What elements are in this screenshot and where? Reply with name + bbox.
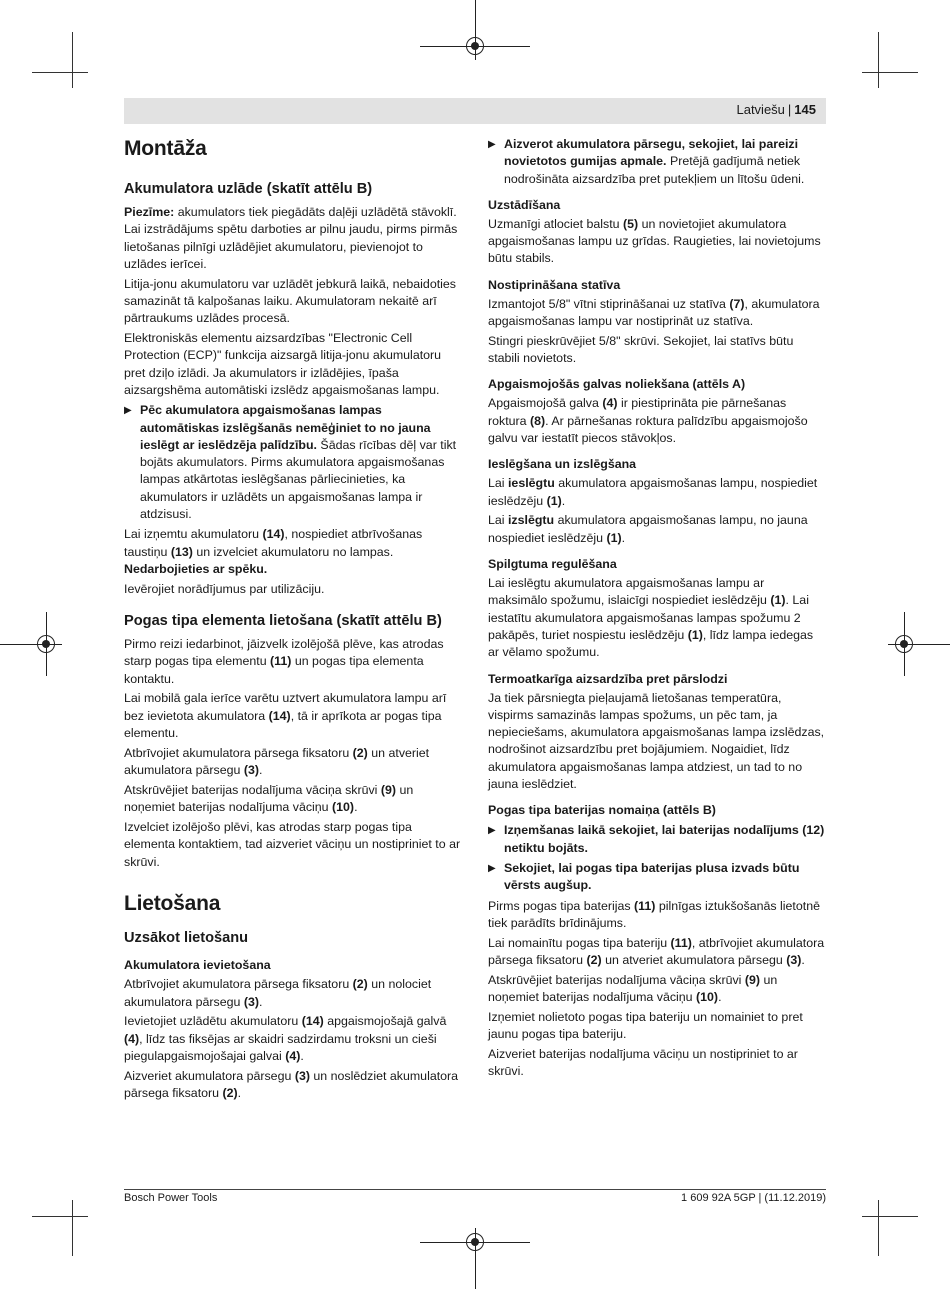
crop-mark [878, 1200, 879, 1256]
button-cell-paragraph: Lai mobilā gala ierīce varētu uztvert akumulatora lampu arī bez ievietota akumulatora (14), tā ir aprīkota ar pogas tipa elementu. [124, 691, 447, 741]
warning-bullet: ▶ Pēc akumulatora apgaismošanas lampas automātiskas izslēgšanās nemēģiniet to no jauna ieslēgt ar ieslēdzēja palīdzību. Šādas rīcības dēļ var tikt bojāts akumulators. Pirms akumulatora apgaismošanas lampas atkārtotas ieslēgšanas pārliecinieties, ka akumulators ir uzlādēts un apgaismošanas lampa ir atdzisusi. [124, 403, 457, 522]
battery-paragraph: Atskrūvējiet baterijas nodalījuma vāciņa skrūvi (9) un noņemiet baterijas nodalījuma vāciņu (10). [488, 972, 778, 1004]
heading-setup: Uzstādīšana [488, 197, 561, 212]
warning-bullet: ▶ Izņemšanas laikā sekojiet, lai baterijas nodalījums (12) netiktu bojāts. [488, 823, 825, 855]
insert-paragraph: Ievietojiet uzlādētu akumulatoru (14) apgaismojošajā galvā (4), līdz tas fiksējas ar skaidri sadzirdamu troksni un cieši piegulapgaismojošajai galvai (4). [124, 1014, 447, 1064]
registration-mark-icon [37, 635, 55, 653]
heading-brightness: Spilgtuma regulēšana [488, 557, 617, 572]
bullet-arrow-icon: ▶ [488, 825, 496, 837]
left-column [124, 136, 464, 1105]
crop-mark [72, 1200, 73, 1256]
removal-paragraph: Lai izņemtu akumulatoru (14), nospiediet atbrīvošanas taustiņu (13) un izvelciet akumulatoru no lampas. Nedarbojieties ar spēku. [124, 527, 423, 576]
button-cell-paragraph: Atskrūvējiet baterijas nodalījuma vāciņa skrūvi (9) un noņemiet baterijas nodalījuma vāciņu (10). [124, 782, 414, 815]
button-cell-paragraph: Izvelciet izolējošo plēvi, kas atrodas starp pogas tipa elementa kontaktiem, tad aizveriet vāciņu un nostipriniet to ar skrūvi. [124, 820, 461, 869]
battery-paragraph: Pirms pogas tipa baterijas (11) pilnīgas iztukšošanās lietotnē tiek parādīts brīdinājums. [488, 898, 820, 930]
page-number: 145 [794, 102, 816, 117]
section-title-lietosana: Lietošana [124, 892, 221, 916]
heading-thermal: Termoatkarīga aizsardzība pret pārslodzi [488, 671, 728, 686]
footer-rule [124, 1189, 826, 1190]
brightness-paragraph: Lai ieslēgtu akumulatora apgaismošanas lampu ar maksimālo spožumu, islaicīgi nospiediet ieslēdzēju (1). Lai iestatītu akumulatora apgaismošanas lampas spožumu 2 pakāpēs, turiet nospiestu ieslēdzēju (1), līdz lampa iedegas ar vēlamo spožumu. [488, 576, 814, 660]
heading-tripod: Nostiprināšana statīva [488, 277, 621, 292]
subsection-button-cell: Pogas tipa elementa lietošana (skatīt attēlu B) [124, 613, 442, 630]
header-language [736, 102, 816, 117]
insert-paragraph: Aizveriet akumulatora pārsegu (3) un noslēdziet akumulatora pārsega fiksatoru (2). [124, 1068, 459, 1101]
button-cell-paragraph: Pirmo reizi iedarbinot, jāizvelk izolējošā plēve, kas atrodas starp pogas tipa elementu (11) un pogas tipa elementa kontaktu. [124, 637, 444, 686]
subsection-charging: Akumulatora uzlāde (skatīt attēlu B) [124, 181, 373, 197]
right-column [488, 136, 826, 1083]
warning-bullet: ▶ Aizverot akumulatora pārsegu, sekojiet, lai pareizi novietotos gumijas apmale. Pretējā gadījumā netiek nodrošināta aizsardzība pret putekļiem un lītošu ūdeni. [488, 137, 805, 186]
tilt-paragraph: Apgaismojošā galva (4) ir piestiprināta pie pārnešanas roktura (8). Ar pārnešanas roktura palīdzību apgaismojošo galvu var iestatīt piecos stāvokļos. [488, 396, 808, 446]
crop-mark [32, 72, 88, 73]
battery-paragraph: Aizveriet baterijas nodalījuma vāciņu un nostipriniet to ar skrūvi. [488, 1046, 798, 1079]
setup-paragraph: Uzmanīgi atlociet balstu (5) un novietojiet akumulatora apgaismošanas lampu uz grīdas. Raugieties, lai novietojums būtu stabils. [488, 216, 821, 266]
language-label: Latviešu [736, 102, 785, 117]
on-paragraph: Lai ieslēgtu akumulatora apgaismošanas lampu, nospiediet ieslēdzēju (1). [488, 476, 818, 508]
crop-mark [878, 32, 879, 88]
bullet-arrow-icon: ▶ [488, 862, 496, 874]
page-header [124, 98, 826, 124]
heading-on-off: Ieslēgšana un izslēgšana [488, 457, 637, 472]
crop-mark [862, 72, 918, 73]
button-cell-paragraph: Atbrīvojiet akumulatora pārsega fiksatoru (2) un atveriet akumulatora pārsegu (3). [124, 745, 430, 778]
heading-insert-battery: Akumulatora ievietošana [124, 958, 271, 973]
disposal-paragraph: Ievērojiet norādījumus par utilizāciju. [124, 581, 325, 596]
footer-doc-id: 1 609 92A 5GP | (11.12.2019) [681, 1192, 826, 1204]
spacer [124, 873, 464, 891]
tripod-paragraph: Izmantojot 5/8" vītni stiprināšanai uz statīva (7), akumulatora apgaismošanas lampu var nostiprināt uz statīva. [488, 296, 820, 329]
battery-paragraph: Lai nomainītu pogas tipa bateriju (11), atbrīvojiet akumulatora pārsega fiksatoru (2) un atveriet akumulatora pārsegu (3). [488, 935, 825, 967]
charging-note: Piezīme: akumulators tiek piegādāts daļēji uzlādētā stāvoklī. Lai izstrādājums spētu darboties ar pilnu jaudu, pirms pirmās lietošanas pilnīgi uzlādējiet akumulatoru, pievienojot to uzlādes ierīcei. [124, 205, 458, 271]
off-paragraph: Lai izslēgtu akumulatora apgaismošanas lampu, no jauna nospiediet ieslēdzēju (1). [488, 513, 808, 545]
charging-paragraph: Litija-jonu akumulatoru var uzlādēt jebkurā laikā, nebaidoties samazināt tā kalpošanas laiku. Akumulatoram nekaitē arī pārtraukums uzlādes procesā. [124, 276, 456, 326]
warning-bullet: ▶ Sekojiet, lai pogas tipa baterijas plusa izvads būtu vērsts augšup. [488, 860, 800, 893]
battery-paragraph: Izņemiet nolietoto pogas tipa bateriju un nomainiet to pret jaunu pogas tipa bateriju. [488, 1009, 803, 1042]
charging-paragraph: Elektroniskās elementu aizsardzības "Electronic Cell Protection (ECP)" funkcija aizsargā litija-jonu akumulatoru pret dziļo izlādi. Ja akumulators ir izlādējies, īpaša aizsargshēma automātiski izslēdz apgaismošanas lampu. [124, 331, 442, 397]
footer-publisher: Bosch Power Tools [124, 1192, 218, 1204]
bullet-arrow-icon: ▶ [488, 139, 496, 150]
registration-mark-icon [466, 37, 484, 55]
heading-tilt: Apgaismojošās galvas noliekšana (attēls A) [488, 377, 746, 392]
crop-mark [72, 32, 73, 88]
tripod-paragraph: Stingri pieskrūvējiet 5/8" skrūvi. Sekojiet, lai statīvs būtu stabili novietots. [488, 333, 794, 366]
section-title-montaza: Montāža [124, 137, 207, 160]
subsection-start: Uzsākot lietošanu [124, 930, 249, 947]
crop-mark [32, 1216, 88, 1217]
insert-paragraph: Atbrīvojiet akumulatora pārsega fiksatoru (2) un nolociet akumulatora pārsegu (3). [124, 977, 432, 1009]
thermal-paragraph: Ja tiek pārsniegta pieļaujamā lietošanas temperatūra, vispirms samazinās lampas spožums, un pēc tam, ja nepieciešams, akumulatora apgaismošanas lampa izslēdzas, nodrošinot aizsardzību pret bojājumiem. Nogaidiet, līdz akumulatora apgaismošanas lampa atdziest, un tad to no jauna ieslēdziet. [488, 690, 825, 792]
registration-mark-icon [466, 1233, 484, 1251]
heading-battery-replace: Pogas tipa baterijas nomaiņa (attēls B) [488, 803, 716, 818]
crop-mark [862, 1216, 918, 1217]
header-separator: | [787, 102, 792, 117]
bullet-arrow-icon: ▶ [124, 405, 132, 417]
registration-mark-icon [895, 635, 913, 653]
